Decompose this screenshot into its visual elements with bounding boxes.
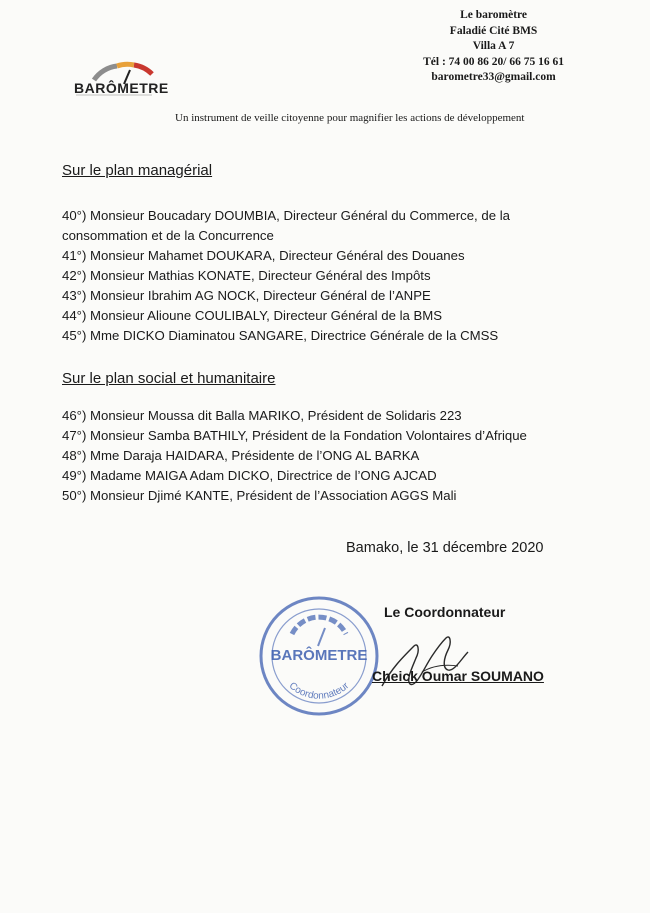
svg-text:Coordonnateur [287, 680, 352, 702]
place-date: Bamako, le 31 décembre 2020 [346, 540, 544, 556]
list-item: 47°) Monsieur Samba BATHILY, Président de la Fondation Volontaires d’Afrique [62, 428, 527, 443]
list-item: 40°) Monsieur Boucadary DOUMBIA, Directeur Général du Commerce, de la consommation et de la Concurrence [62, 208, 510, 243]
list-item: 48°) Mme Daraja HAIDARA, Présidente de l’ONG AL BARKA [62, 448, 420, 463]
address-phone: Tél : 74 00 86 20/ 66 75 16 61 [423, 55, 564, 68]
managerial-list [62, 206, 582, 346]
address-line: Le baromètre [460, 9, 528, 21]
sender-address [423, 8, 564, 86]
list-item: 43°) Monsieur Ibrahim AG NOCK, Directeur Général de l’ANPE [62, 288, 431, 303]
list-item: 49°) Madame MAIGA Adam DICKO, Directrice de l’ONG AJCAD [62, 468, 437, 483]
signer-name: Cheick Oumar SOUMANO [372, 668, 544, 684]
section-title-managerial: Sur le plan managérial [62, 162, 213, 179]
list-item: 46°) Monsieur Moussa dit Balla MARIKO, Président de Solidaris 223 [62, 408, 462, 423]
address-line: Villa A 7 [472, 40, 515, 52]
list-item: 41°) Monsieur Mahamet DOUKARA, Directeur Général des Douanes [62, 248, 465, 263]
section-title-social: Sur le plan social et humanitaire [62, 370, 276, 387]
tagline: Un instrument de veille citoyenne pour magnifier les actions de développement [175, 112, 525, 124]
official-stamp [254, 594, 384, 720]
handwritten-signature [372, 628, 482, 698]
signer-role: Le Coordonnateur [384, 604, 506, 620]
list-item: 45°) Mme DICKO Diaminatou SANGARE, Directrice Générale de la CMSS [62, 328, 499, 343]
list-item: 44°) Monsieur Alioune COULIBALY, Directeur Général de la BMS [62, 308, 443, 323]
logo-wordmark: BARÔMETRE [74, 80, 169, 96]
stamp-bottom-text: Coordonnateur [286, 680, 352, 702]
social-list [62, 406, 582, 506]
list-item: 50°) Monsieur Djimé KANTE, Président de l’Association AGGS Mali [62, 488, 457, 503]
address-email: barometre33@gmail.com [431, 71, 556, 83]
list-item: 42°) Monsieur Mathias KONATE, Directeur Général des Impôts [62, 268, 431, 283]
address-line: Faladié Cité BMS [449, 24, 538, 37]
stamp-center-text: BARÔMETRE [270, 647, 368, 664]
